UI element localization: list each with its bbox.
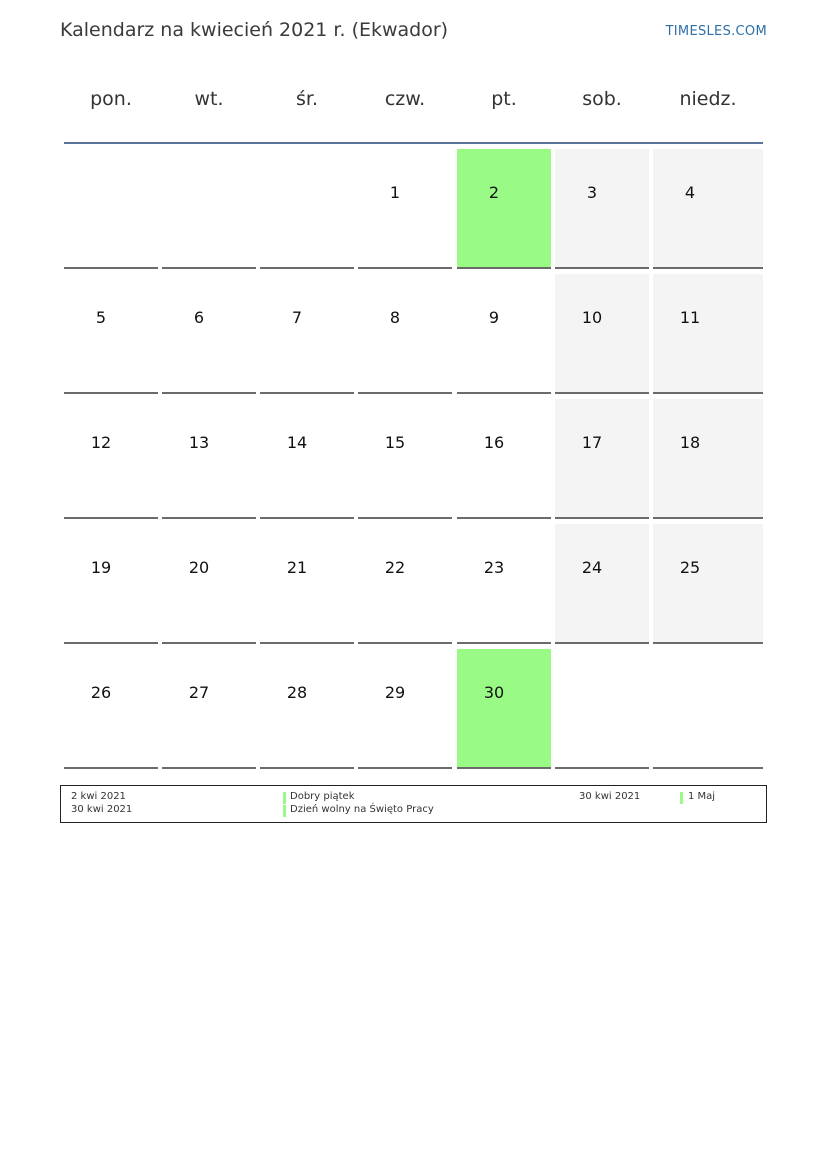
day-number: 27 xyxy=(188,683,210,702)
calendar-day-cell xyxy=(555,399,649,519)
calendar-day-cell xyxy=(64,399,158,519)
calendar-day-cell xyxy=(358,524,452,644)
day-number: 6 xyxy=(193,308,205,327)
day-number: 24 xyxy=(581,558,603,577)
calendar-day-cell xyxy=(64,524,158,644)
calendar-day-cell xyxy=(457,149,551,269)
day-number: 1 xyxy=(389,183,401,202)
day-number: 25 xyxy=(679,558,701,577)
day-number: 11 xyxy=(679,308,701,327)
weekday-tue: wt. xyxy=(194,88,224,110)
day-number: 4 xyxy=(684,183,696,202)
day-number: 12 xyxy=(90,433,112,452)
brand-link[interactable]: TIMESLES.COM xyxy=(665,24,767,39)
day-number: 22 xyxy=(384,558,406,577)
page-title: Kalendarz na kwiecień 2021 r. (Ekwador) xyxy=(60,19,449,41)
weekday-header-row xyxy=(60,88,767,118)
calendar-day-cell xyxy=(457,649,551,769)
day-number: 30 xyxy=(483,683,505,702)
legend-color-marker xyxy=(283,792,286,804)
legend-color-marker xyxy=(680,792,683,804)
day-number: 18 xyxy=(679,433,701,452)
day-number: 9 xyxy=(488,308,500,327)
day-number: 2 xyxy=(488,183,500,202)
day-number: 3 xyxy=(586,183,598,202)
day-number: 16 xyxy=(483,433,505,452)
legend-date: 30 kwi 2021 xyxy=(71,804,133,815)
day-number: 10 xyxy=(581,308,603,327)
legend-date: 2 kwi 2021 xyxy=(71,791,126,802)
calendar-day-cell xyxy=(358,274,452,394)
calendar-day-cell xyxy=(653,524,763,644)
calendar-day-cell xyxy=(457,274,551,394)
calendar-day-cell xyxy=(358,399,452,519)
calendar-day-cell xyxy=(358,649,452,769)
calendar-day-cell xyxy=(653,149,763,269)
day-number: 26 xyxy=(90,683,112,702)
day-number: 21 xyxy=(286,558,308,577)
day-number: 19 xyxy=(90,558,112,577)
day-number: 5 xyxy=(95,308,107,327)
day-number: 17 xyxy=(581,433,603,452)
calendar-day-cell xyxy=(162,399,256,519)
legend-holiday-name: 1 Maj xyxy=(688,791,716,802)
calendar-day-cell xyxy=(260,274,354,394)
calendar-day-cell xyxy=(162,649,256,769)
calendar-day-cell xyxy=(162,274,256,394)
weekday-wed: śr. xyxy=(295,88,318,110)
legend-color-marker xyxy=(283,805,286,817)
calendar-empty-cell xyxy=(64,149,158,269)
day-number: 15 xyxy=(384,433,406,452)
calendar-day-cell xyxy=(653,399,763,519)
legend-holiday-name: Dzień wolny na Święto Pracy xyxy=(290,804,434,815)
calendar-day-cell xyxy=(555,274,649,394)
calendar-day-cell xyxy=(653,274,763,394)
calendar-day-cell xyxy=(457,524,551,644)
weekday-thu: czw. xyxy=(384,88,426,110)
calendar-empty-cell xyxy=(260,149,354,269)
day-number: 20 xyxy=(188,558,210,577)
day-number: 28 xyxy=(286,683,308,702)
day-number: 8 xyxy=(389,308,401,327)
legend-holiday-name: Dobry piątek xyxy=(290,791,355,802)
calendar-day-cell xyxy=(555,524,649,644)
weekday-sat: sob. xyxy=(582,88,622,110)
calendar-day-cell xyxy=(64,649,158,769)
calendar-day-cell xyxy=(64,274,158,394)
day-number: 13 xyxy=(188,433,210,452)
weekday-sun: niedz. xyxy=(679,88,737,110)
calendar-empty-cell xyxy=(555,649,649,769)
header-divider xyxy=(64,142,763,144)
day-number: 7 xyxy=(291,308,303,327)
calendar-day-cell xyxy=(260,524,354,644)
weekday-mon: pon. xyxy=(90,88,132,110)
calendar-empty-cell xyxy=(653,649,763,769)
day-number: 14 xyxy=(286,433,308,452)
calendar-empty-cell xyxy=(162,149,256,269)
calendar-day-cell xyxy=(260,399,354,519)
weekday-fri: pt. xyxy=(491,88,517,110)
calendar-day-cell xyxy=(162,524,256,644)
day-number: 23 xyxy=(483,558,505,577)
holiday-legend xyxy=(60,785,767,823)
calendar-day-cell xyxy=(358,149,452,269)
calendar-day-cell xyxy=(260,649,354,769)
day-number: 29 xyxy=(384,683,406,702)
legend-date: 30 kwi 2021 xyxy=(579,791,641,802)
calendar-day-cell xyxy=(555,149,649,269)
calendar-day-cell xyxy=(457,399,551,519)
